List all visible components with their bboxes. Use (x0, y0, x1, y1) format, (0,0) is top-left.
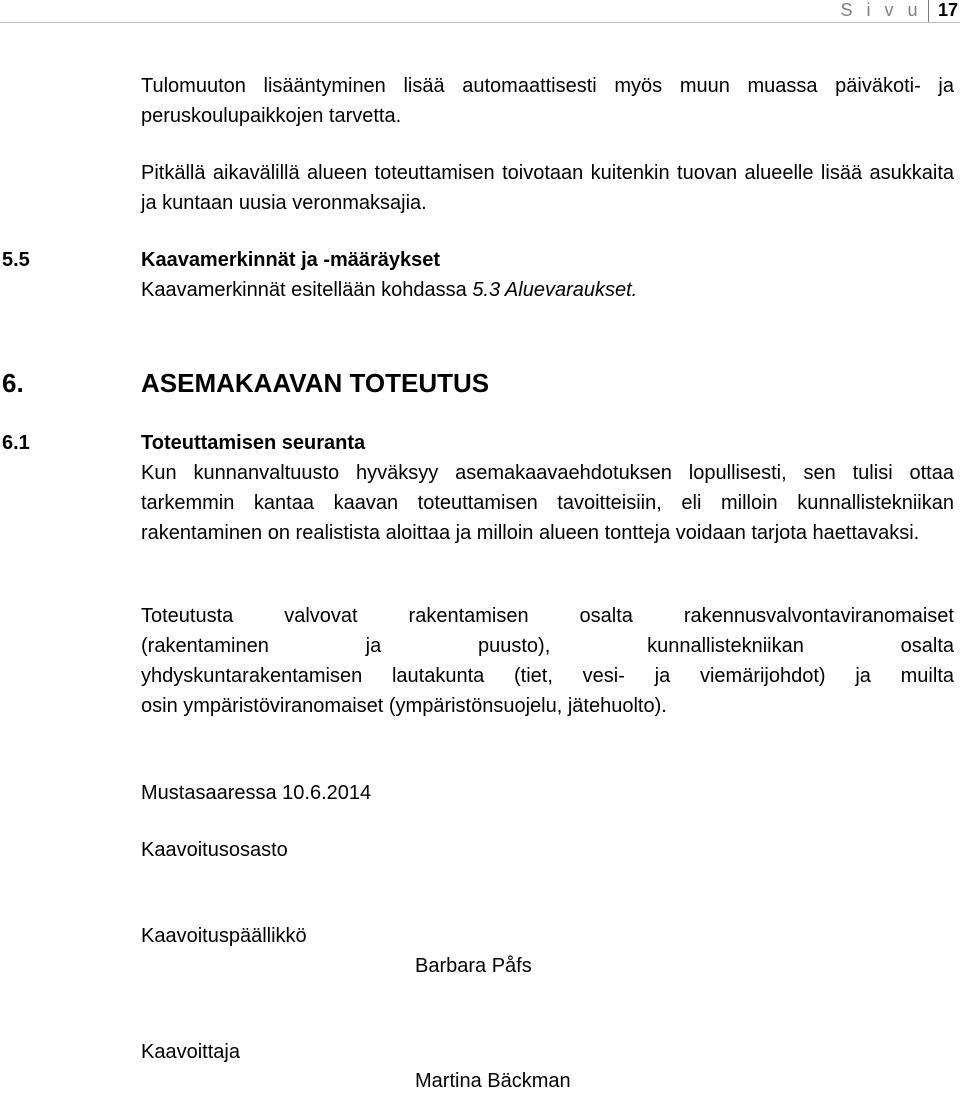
section-5-5-number: 5.5 (2, 249, 30, 271)
signature-role-2: Kaavoittaja (141, 1041, 240, 1063)
section-5-5-text-prefix: Kaavamerkinnät esitellään kohdassa (141, 279, 473, 301)
chapter-6-number: 6. (2, 368, 24, 398)
section-6-1-paragraph-2-line-4: osin ympäristöviranomaiset (ympäristönsuojelu, jätehuolto). (141, 695, 667, 717)
signature-place-date: Mustasaaressa 10.6.2014 (141, 782, 372, 804)
section-5-5-reference: 5.3 Aluevaraukset. (472, 279, 638, 301)
section-5-5-title: Kaavamerkinnät ja -määräykset (141, 249, 441, 271)
header-separator (928, 0, 929, 22)
intro-paragraph-1: Tulomuuton lisääntyminen lisää automaattisesti myös muun muassa päiväkoti- ja peruskoulupaikkojen tarvetta. (141, 75, 954, 127)
section-6-1-number: 6.1 (2, 432, 30, 454)
intro-paragraph-2: Pitkällä aikavälillä alueen toteuttamisen toivotaan kuitenkin tuovan alueelle lisää asukkaita ja kuntaan uusia veronmaksajia. (141, 162, 954, 214)
section-6-1-paragraph-1: Kun kunnanvaltuusto hyväksyy asemakaavaehdotuksen lopullisesti, sen tulisi ottaa tarkemmin kantaa kaavan toteuttamisen tavoitteisiin, eli milloin kunnallistekniikan rakentaminen on realistista aloittaa ja milloin alueen tontteja voidaan tarjota haettavaksi. (141, 462, 954, 544)
signature-department: Kaavoitusosasto (141, 839, 288, 861)
page-header (0, 0, 960, 23)
section-6-1-paragraph-2-line-2: (rakentaminen ja puusto), kunnallistekniikan osalta (141, 635, 954, 657)
page-number: 17 (937, 0, 958, 20)
signature-role-1: Kaavoituspäällikkö (141, 925, 307, 947)
section-6-1-paragraph-2-line-3: yhdyskuntarakentamisen lautakunta (tiet, vesi- ja viemärijohdot) ja muilta (141, 665, 954, 687)
chapter-6-title: ASEMAKAAVAN TOTEUTUS (141, 368, 490, 398)
page-label: S i v u (840, 0, 922, 20)
section-6-1-paragraph-2-line-1: Toteutusta valvovat rakentamisen osalta rakennusvalvontaviranomaiset (141, 605, 954, 627)
section-5-5-text (141, 275, 637, 305)
signature-name-1: Barbara Påfs (415, 955, 532, 977)
signature-name-2: Martina Bäckman (415, 1070, 571, 1092)
section-6-1-title: Toteuttamisen seuranta (141, 432, 366, 454)
